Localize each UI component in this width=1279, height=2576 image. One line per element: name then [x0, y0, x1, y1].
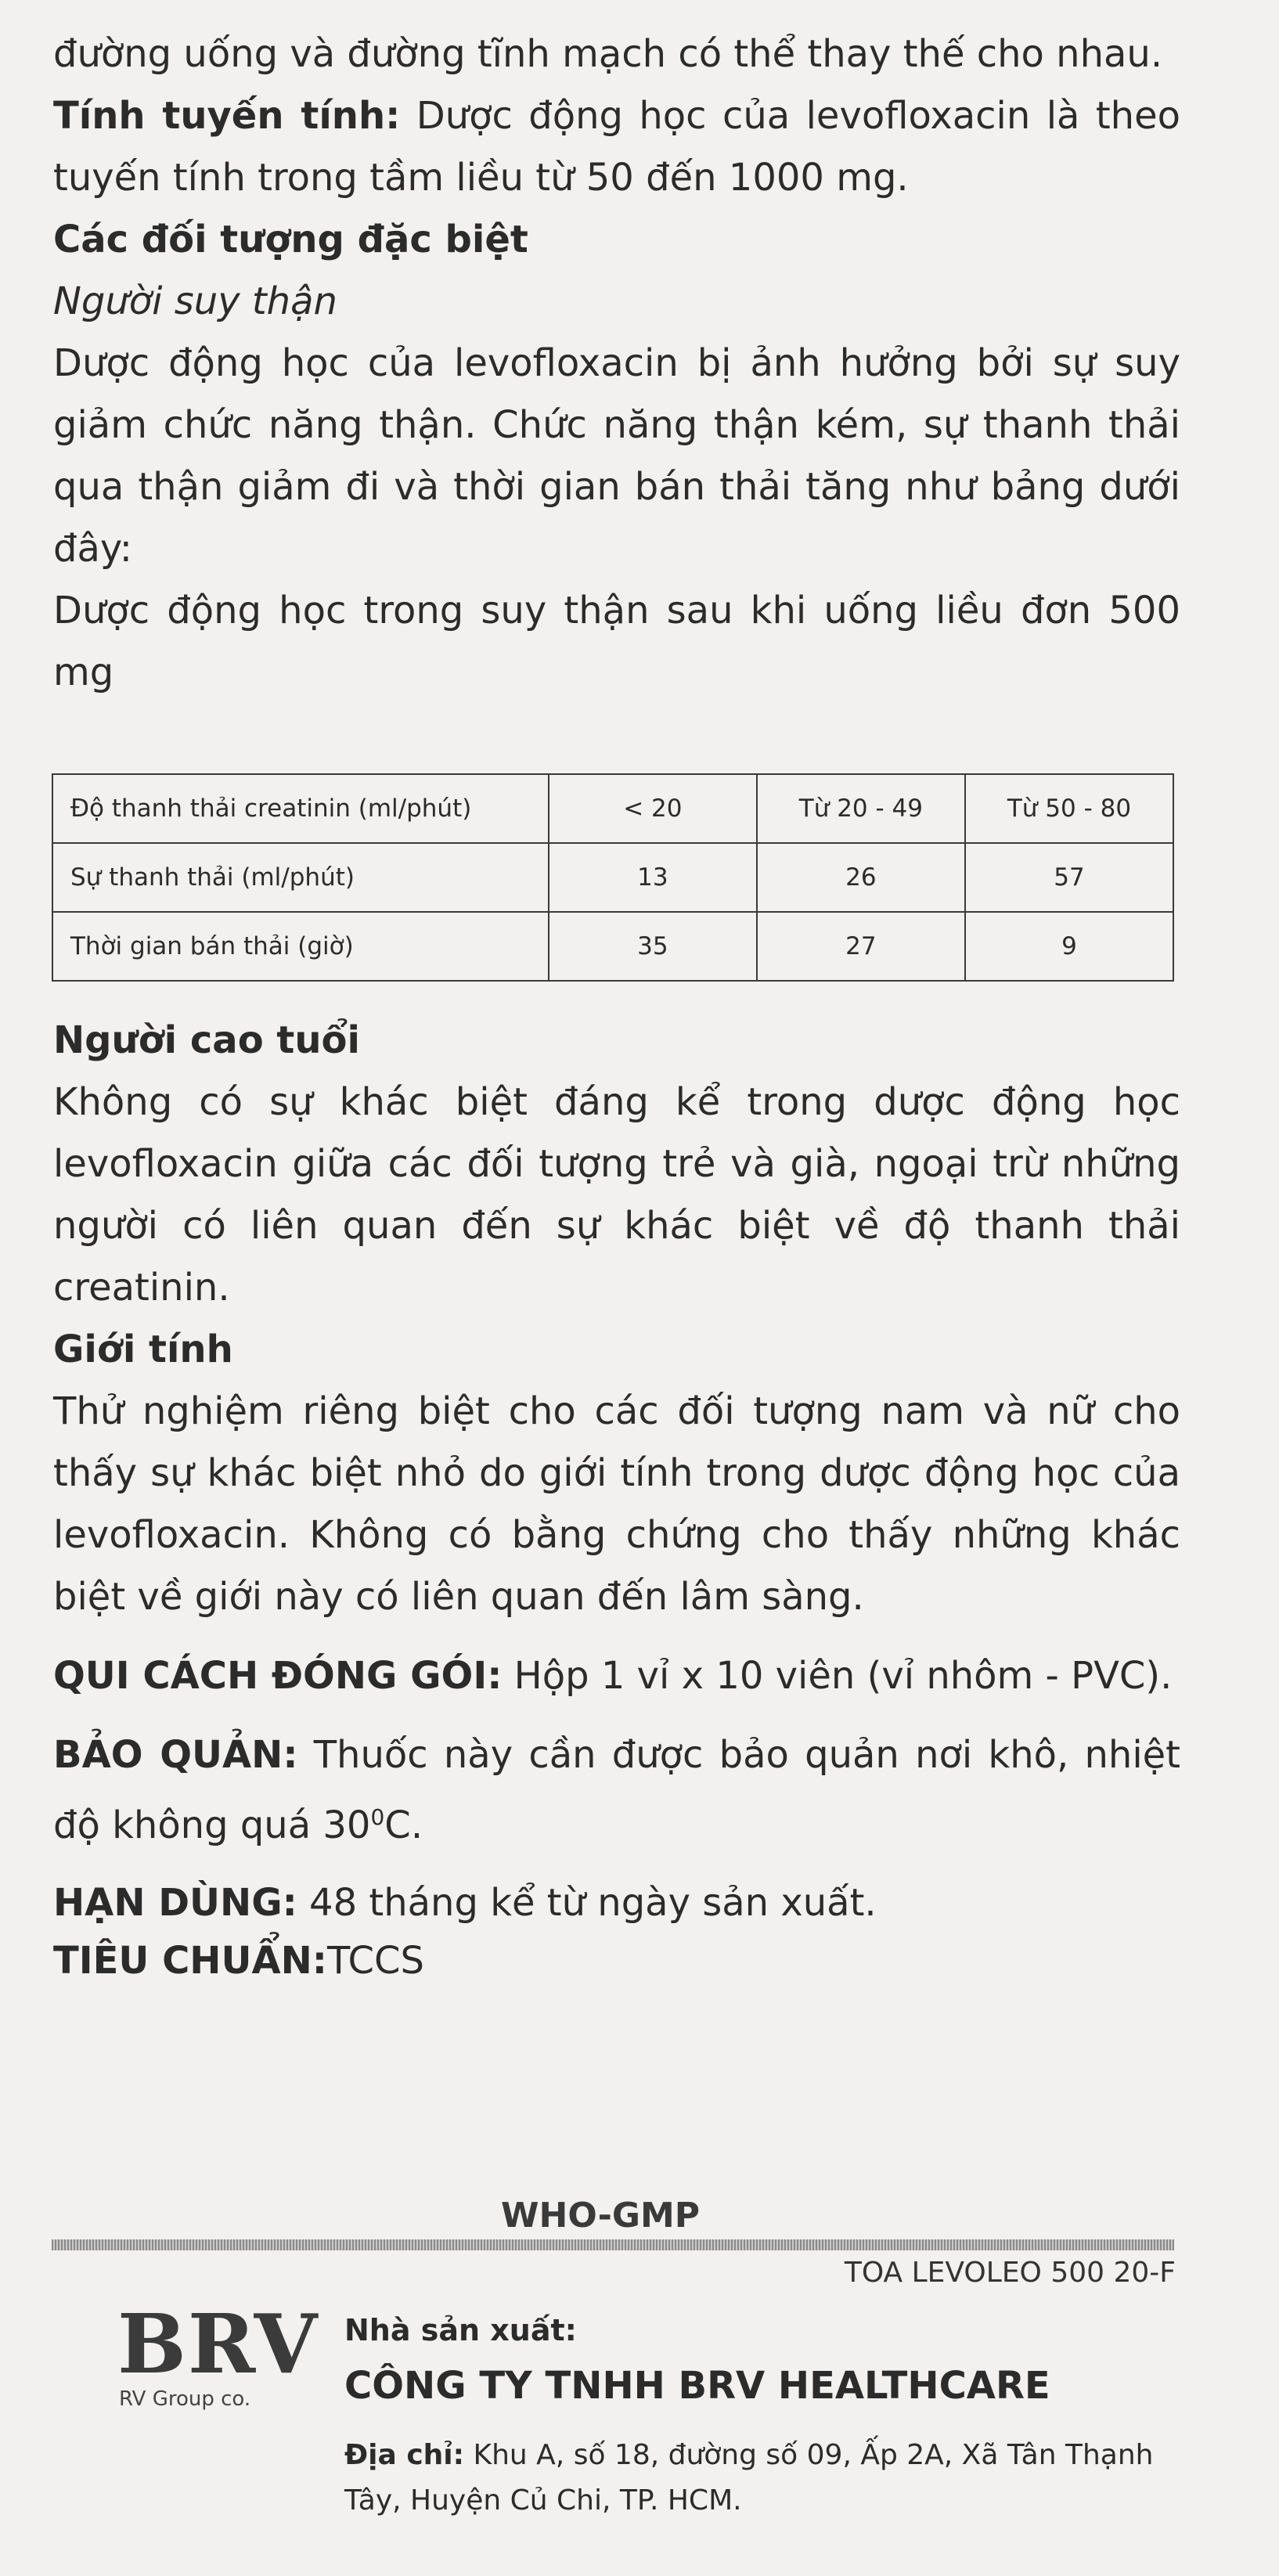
table-cell: 13 [549, 843, 757, 912]
renal-pk-table [52, 773, 1174, 982]
gender-paragraph: Thử nghiệm riêng biệt cho các đối tượng nam và nữ cho thấy sự khác biệt nhỏ do giới tính trong dược động học của levofloxacin. Không có bằng chứng cho thấy những khác biệt về giới này có liên quan đến lâm sàng. [53, 1389, 1180, 1619]
renal-paragraph: Dược động học của levofloxacin bị ảnh hưởng bởi sự suy giảm chức năng thận. Chức năng thận kém, sự thanh thải qua thận giảm đi và thời gian bán thải tăng như bảng dưới đây: [53, 341, 1180, 571]
renal-heading: Người suy thận [53, 279, 337, 323]
table-cell: Thời gian bán thải (giờ) [52, 912, 549, 981]
degree-mark: 0 [370, 1804, 385, 1830]
linearity-label: Tính tuyến tính: [53, 94, 401, 138]
table-cell: Độ thanh thải creatinin (ml/phút) [52, 774, 549, 843]
storage-text-end: C. [384, 1803, 423, 1847]
special-populations-heading: Các đối tượng đặc biệt [53, 218, 528, 261]
standard-label: TIÊU CHUẨN: [53, 1939, 327, 1983]
who-gmp-label: WHO-GMP [501, 2196, 700, 2236]
table-cell: Sự thanh thải (ml/phút) [52, 843, 549, 912]
standard-paragraph [53, 1932, 1180, 1990]
logo-subtitle: RV Group co. [119, 2387, 251, 2411]
packaging-text: Hộp 1 vỉ x 10 viên (vỉ nhôm - PVC). [502, 1654, 1173, 1698]
linearity-text: Dược động học của levofloxacin là theo tuyến tính trong tầm liều từ 50 đến 1000 mg. [53, 94, 1180, 200]
linearity-paragraph [53, 85, 1180, 209]
table-cell: Từ 20 - 49 [757, 774, 965, 843]
table-row [52, 912, 1173, 981]
storage-label: BẢO QUẢN: [53, 1733, 298, 1777]
expiry-text: 48 tháng kể từ ngày sản xuất. [297, 1881, 877, 1925]
table-cell: Từ 50 - 80 [965, 774, 1173, 843]
intro-paragraph: đường uống và đường tĩnh mạch có thể thay thế cho nhau. [53, 32, 1163, 76]
table-cell: 27 [757, 912, 965, 981]
elderly-paragraph: Không có sự khác biệt đáng kể trong dược động học levofloxacin giữa các đối tượng trẻ và già, ngoại trừ những người có liên quan đến sự khác biệt về độ thanh thải creatinin. [53, 1080, 1180, 1310]
address-text: Khu A, số 18, đường số 09, Ấp 2A, Xã Tân Thạnh Tây, Huyện Củ Chi, TP. HCM. [344, 2439, 1154, 2517]
gender-heading: Giới tính [53, 1328, 233, 1371]
manufacturer-address [344, 2433, 1205, 2524]
lower-text [53, 1010, 1180, 1990]
expiry-paragraph [53, 1874, 1180, 1932]
document-code: TOA LEVOLEO 500 20-F [844, 2257, 1176, 2289]
storage-text: Thuốc này cần được bảo quản nơi khô, nhiệt độ không quá 30 [53, 1733, 1180, 1847]
standard-text: TCCS [326, 1939, 424, 1983]
table-cell: 26 [757, 843, 965, 912]
expiry-label: HẠN DÙNG: [53, 1881, 297, 1925]
main-text [53, 23, 1180, 704]
packaging-label: QUI CÁCH ĐÓNG GÓI: [53, 1654, 503, 1698]
manufacturer-label: Nhà sản xuất: [344, 2313, 577, 2347]
table-row [52, 843, 1173, 912]
brv-logo: BRV [117, 2296, 319, 2392]
table-cell: 35 [549, 912, 757, 981]
manufacturer-name: CÔNG TY TNHH BRV HEALTHCARE [344, 2364, 1050, 2408]
table-cell: 9 [965, 912, 1173, 981]
table-cell: 57 [965, 843, 1173, 912]
table-row [52, 774, 1173, 843]
elderly-heading: Người cao tuổi [53, 1018, 360, 1062]
table-cell: < 20 [549, 774, 757, 843]
packaging-paragraph [53, 1645, 1180, 1707]
address-label: Địa chỉ: [344, 2439, 465, 2471]
storage-paragraph [53, 1724, 1180, 1857]
renal-paragraph-2: Dược động học trong suy thận sau khi uống liều đơn 500 mg [53, 589, 1180, 694]
footer-divider [52, 2239, 1174, 2250]
